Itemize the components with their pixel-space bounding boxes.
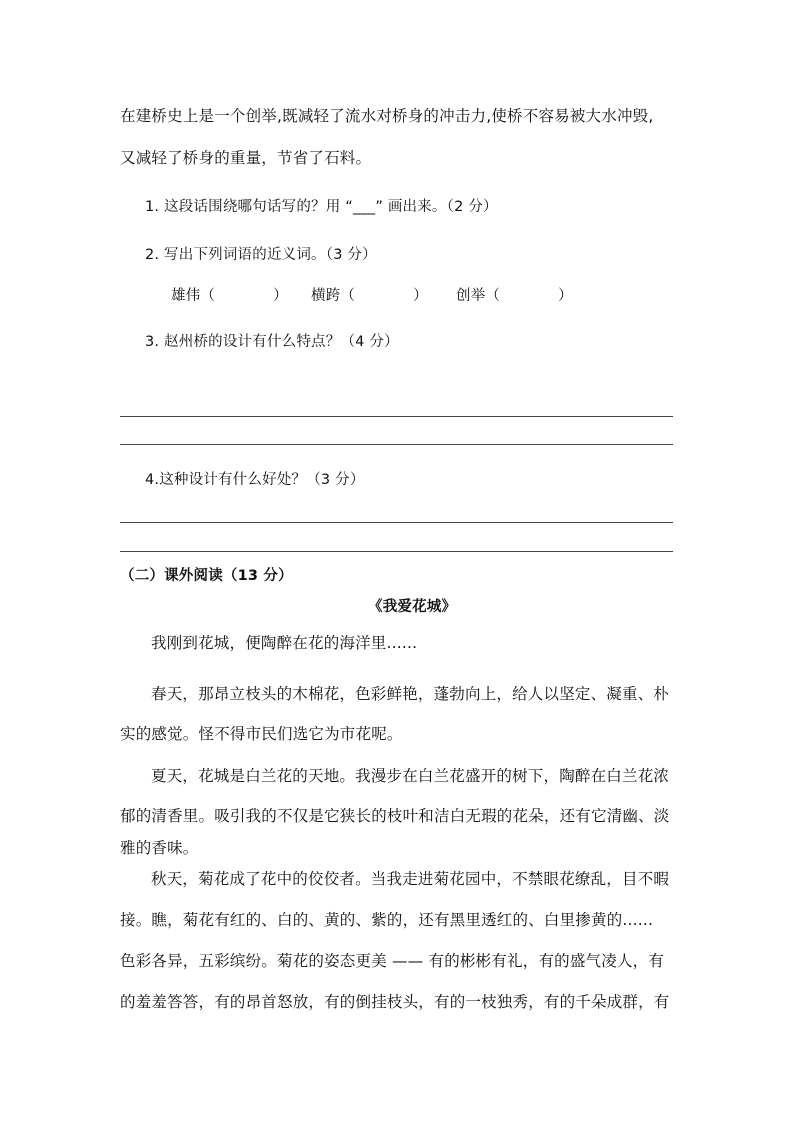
synonym-word-3-label: 创举（ xyxy=(456,288,501,304)
synonym-word-2 xyxy=(311,286,428,306)
synonym-word-2-close: ） xyxy=(413,288,428,304)
question-1: 1. 这段话围绕哪句话写的？用 “___” 画出来。（2 分） xyxy=(145,199,498,215)
paragraph-2-line-2: 实的感觉。怪不得市民们选它为市花呢。 xyxy=(120,725,403,743)
paragraph-4-line-4: 的羞羞答答，有的昂首怒放，有的倒挂枝头，有的一枝独秀，有的千朵成群，有 xyxy=(120,993,670,1011)
answer-line xyxy=(120,522,673,523)
paragraph-1: 我刚到花城，便陶醉在花的海洋里...... xyxy=(151,634,418,652)
paragraph-3-line-3: 雅的香味。 xyxy=(120,839,199,857)
paragraph-4-line-2: 接。瞧，菊花有红的、白的、黄的、紫的，还有黑里透红的、白里掺黄的...... xyxy=(120,911,654,929)
answer-line xyxy=(120,416,673,417)
question-2: 2. 写出下列词语的近义词。（3 分） xyxy=(145,247,377,263)
paragraph-4-line-3: 色彩各异，五彩缤纷。菊花的姿态更美 —— 有的彬彬有礼，有的盛气凌人，有 xyxy=(120,952,665,970)
synonym-word-1-close: ） xyxy=(273,288,288,304)
synonym-word-1-label: 雄伟（ xyxy=(171,288,216,304)
passage-line-1: 在建桥史上是一个创举,既减轻了流水对桥身的冲击力,使桥不容易被大水冲毁, xyxy=(120,107,654,125)
answer-line xyxy=(120,551,673,552)
synonym-word-2-label: 横跨（ xyxy=(311,288,356,304)
passage-line-2: 又减轻了桥身的重量，节省了石料。 xyxy=(120,149,372,167)
paragraph-3-line-2: 郁的清香里。吸引我的不仅是它狭长的枝叶和洁白无瑕的花朵，还有它清幽、淡 xyxy=(120,807,670,825)
section-heading: （二）课外阅读（13 分） xyxy=(120,568,293,584)
paragraph-4-line-1: 秋天，菊花成了花中的佼佼者。当我走进菊花园中，不禁眼花缭乱，目不暇 xyxy=(151,870,670,888)
question-3: 3. 赵州桥的设计有什么特点？（4 分） xyxy=(145,334,399,350)
question-4: 4.这种设计有什么好处？（3 分） xyxy=(145,472,365,488)
paragraph-3-line-1: 夏天，花城是白兰花的天地。我漫步在白兰花盛开的树下，陶醉在白兰花浓 xyxy=(151,767,670,785)
synonym-word-3 xyxy=(456,286,573,306)
paragraph-2-line-1: 春天，那昂立枝头的木棉花，色彩鲜艳，蓬勃向上，给人以坚定、凝重、朴 xyxy=(151,685,670,703)
synonym-word-3-close: ） xyxy=(558,288,573,304)
article-title: 《我爱花城》 xyxy=(368,599,457,615)
answer-line xyxy=(120,444,673,445)
synonym-word-1 xyxy=(171,286,288,306)
